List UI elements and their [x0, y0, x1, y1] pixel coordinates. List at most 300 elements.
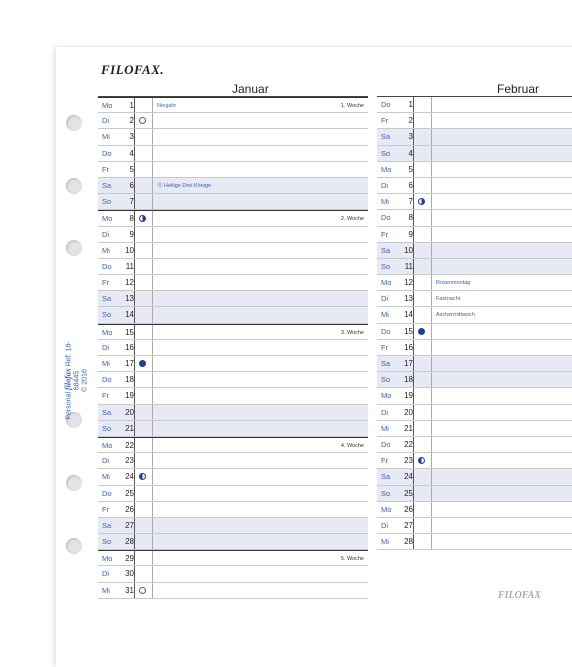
day-number: 7 — [98, 194, 135, 209]
day-row[interactable] — [377, 146, 572, 162]
moon-cell — [135, 421, 153, 436]
weekday-label: Do — [102, 148, 112, 158]
day-row[interactable] — [377, 97, 572, 113]
day-number: 19 — [98, 388, 135, 403]
day-number: 25 — [377, 486, 414, 501]
moon-cell — [414, 129, 432, 144]
entry-line — [153, 243, 368, 258]
moon-cell — [135, 291, 153, 306]
entry-line — [432, 227, 572, 242]
day-number: 7 — [377, 194, 414, 209]
entry-line — [153, 583, 368, 598]
moon-cell — [414, 291, 432, 306]
day-row[interactable] — [377, 243, 572, 259]
entry-line — [153, 486, 368, 501]
weekday-label: Mo — [102, 327, 113, 337]
moon-cell — [135, 438, 153, 452]
entry-line — [432, 178, 572, 193]
weekday-label: Mi — [381, 537, 389, 547]
weekday-label: So — [102, 310, 112, 320]
punch-hole — [66, 115, 82, 131]
entry-line — [432, 453, 572, 468]
weekday-label: Mi — [381, 423, 389, 433]
moon-cell — [414, 324, 432, 339]
day-row[interactable] — [377, 486, 572, 502]
entry-line — [432, 405, 572, 420]
entry-line — [153, 502, 368, 517]
day-row[interactable] — [377, 227, 572, 243]
day-number: 20 — [98, 405, 135, 420]
entry-line — [432, 518, 572, 533]
day-row[interactable] — [98, 275, 368, 291]
entry-line — [153, 534, 368, 549]
weekday-label: Sa — [102, 520, 112, 530]
day-row[interactable] — [98, 340, 368, 356]
weekday-label: Mo — [102, 554, 113, 564]
day-row[interactable] — [98, 405, 368, 421]
weekday-label: Di — [381, 520, 389, 530]
moon-cell — [414, 469, 432, 484]
day-number: 26 — [98, 502, 135, 517]
day-row[interactable] — [377, 307, 572, 323]
day-row[interactable] — [377, 194, 572, 210]
day-row[interactable] — [377, 291, 572, 307]
moon-cell — [135, 98, 153, 112]
day-number: 17 — [98, 356, 135, 371]
moon-cell — [414, 437, 432, 452]
day-row[interactable] — [98, 566, 368, 582]
day-number: 16 — [98, 340, 135, 355]
weekday-label: Sa — [102, 180, 112, 190]
day-row[interactable] — [377, 534, 572, 550]
entry-line — [432, 340, 572, 355]
moon-cell — [135, 405, 153, 420]
entry-line — [153, 307, 368, 322]
moon-cell — [414, 194, 432, 209]
month-februar — [377, 97, 572, 550]
day-row[interactable] — [98, 113, 368, 129]
moon-cell — [414, 259, 432, 274]
day-number: 25 — [98, 486, 135, 501]
moon-cell — [414, 146, 432, 161]
weekday-label: So — [381, 375, 391, 385]
month-title-februar: Februar — [497, 82, 540, 96]
day-number: 30 — [98, 566, 135, 581]
day-row[interactable] — [377, 259, 572, 275]
weekday-label: Fr — [102, 391, 110, 401]
day-row[interactable] — [98, 227, 368, 243]
moon-cell — [414, 372, 432, 387]
week-label: 4. Woche — [340, 442, 364, 449]
day-number: 2 — [377, 113, 414, 128]
day-number: 15 — [98, 325, 135, 339]
entry-line — [153, 211, 368, 225]
weekday-label: Di — [381, 294, 389, 304]
day-row[interactable] — [377, 518, 572, 534]
entry-line — [432, 259, 572, 274]
moon-cell — [414, 275, 432, 290]
day-row[interactable] — [98, 550, 368, 566]
day-row[interactable] — [377, 421, 572, 437]
entry-line — [153, 518, 368, 533]
day-number: 4 — [98, 146, 135, 161]
entry-line — [432, 113, 572, 128]
weekday-label: Di — [102, 569, 110, 579]
entry-line — [153, 438, 368, 452]
entry-line — [153, 129, 368, 144]
day-row[interactable] — [98, 259, 368, 275]
day-number: 4 — [377, 146, 414, 161]
day-number: 18 — [377, 372, 414, 387]
weekday-label: Di — [381, 407, 389, 417]
entry-line — [153, 275, 368, 290]
day-number: 12 — [377, 275, 414, 290]
day-number: 23 — [98, 453, 135, 468]
day-number: 1 — [377, 97, 414, 112]
moon-cell — [414, 227, 432, 242]
moon-cell — [414, 486, 432, 501]
day-row[interactable] — [377, 340, 572, 356]
new-moon-icon — [139, 117, 146, 124]
weekday-label: Sa — [381, 359, 391, 368]
day-number: 3 — [377, 129, 414, 144]
weekday-label: Fr — [102, 278, 110, 288]
day-row[interactable] — [377, 210, 572, 226]
day-row[interactable] — [98, 469, 368, 485]
moon-cell — [135, 227, 153, 242]
day-row[interactable] — [377, 275, 572, 291]
day-row[interactable] — [98, 162, 368, 178]
weekday-label: Di — [102, 229, 110, 239]
day-number: 22 — [377, 437, 414, 452]
side-copyright: © 2016 — [81, 369, 89, 392]
moon-cell — [135, 259, 153, 274]
moon-cell — [414, 388, 432, 403]
day-number: 31 — [98, 583, 135, 598]
day-row[interactable] — [377, 324, 572, 340]
day-row[interactable] — [98, 583, 368, 599]
moon-cell — [135, 113, 153, 128]
day-row[interactable] — [377, 469, 572, 485]
footer-logo: FILOFAX — [498, 590, 541, 601]
day-row[interactable] — [98, 324, 368, 340]
day-number: 5 — [377, 162, 414, 177]
weekday-label: Do — [381, 213, 391, 223]
entry-line — [153, 146, 368, 161]
day-row[interactable] — [98, 291, 368, 307]
entry-line — [153, 421, 368, 436]
moon-cell — [135, 129, 153, 144]
day-row[interactable] — [98, 194, 368, 210]
moon-cell — [414, 502, 432, 517]
punch-hole — [66, 178, 82, 194]
weekday-label: Di — [102, 456, 110, 466]
moon-cell — [135, 275, 153, 290]
weekday-label: Mo — [381, 164, 392, 174]
first-quarter-moon-icon — [139, 215, 146, 222]
moon-cell — [135, 551, 153, 565]
moon-cell — [414, 162, 432, 177]
day-row[interactable] — [98, 388, 368, 404]
day-number: 10 — [98, 243, 135, 258]
day-number: 17 — [377, 356, 414, 371]
weekday-label: Mo — [102, 214, 113, 224]
full-moon-icon — [139, 360, 146, 367]
new-moon-icon — [139, 587, 146, 594]
moon-cell — [135, 211, 153, 225]
last-quarter-moon-icon — [139, 473, 146, 480]
moon-cell — [135, 469, 153, 484]
weekday-label: So — [381, 261, 391, 271]
day-number: 27 — [377, 518, 414, 533]
full-moon-icon — [418, 328, 425, 335]
day-number: 6 — [98, 178, 135, 193]
month-title-januar: Januar — [232, 82, 269, 96]
moon-cell — [414, 210, 432, 225]
holiday-note: Aschermittwoch — [436, 312, 475, 319]
week-label: 2. Woche — [340, 216, 364, 223]
day-row[interactable] — [98, 486, 368, 502]
entry-line — [432, 437, 572, 452]
entry-line — [432, 243, 572, 258]
side-brand: filofax — [63, 368, 73, 391]
day-row[interactable] — [98, 421, 368, 437]
day-number: 5 — [98, 162, 135, 177]
entry-line — [153, 227, 368, 242]
moon-cell — [414, 178, 432, 193]
moon-cell — [135, 325, 153, 339]
moon-cell — [135, 178, 153, 193]
moon-cell — [135, 486, 153, 501]
day-row[interactable] — [98, 356, 368, 372]
day-number: 27 — [98, 518, 135, 533]
day-number: 11 — [98, 259, 135, 274]
day-number: 23 — [377, 453, 414, 468]
day-number: 9 — [98, 227, 135, 242]
day-row[interactable] — [98, 178, 368, 194]
moon-cell — [135, 518, 153, 533]
moon-cell — [135, 307, 153, 322]
holiday-note: Ⓡ Heilige Drei Könige — [157, 182, 212, 189]
weekday-label: Mi — [381, 310, 389, 320]
moon-cell — [414, 307, 432, 322]
day-number: 15 — [377, 324, 414, 339]
entry-line — [153, 325, 368, 339]
weekday-label: Mi — [102, 245, 110, 255]
entry-line — [432, 146, 572, 161]
moon-cell — [135, 340, 153, 355]
brand-logo: FILOFAX. — [101, 62, 165, 77]
day-number: 1 — [98, 98, 135, 112]
moon-cell — [414, 534, 432, 549]
weekday-label: Fr — [381, 456, 389, 466]
entry-line — [153, 388, 368, 403]
day-number: 29 — [98, 551, 135, 565]
holiday-note: Neujahr — [157, 103, 177, 109]
day-number: 24 — [98, 469, 135, 484]
day-number: 19 — [377, 388, 414, 403]
day-number: 16 — [377, 340, 414, 355]
day-row[interactable] — [377, 162, 572, 178]
week-label: 1. Woche — [340, 103, 364, 109]
entry-line — [153, 356, 368, 371]
moon-cell — [135, 356, 153, 371]
side-imprint — [65, 341, 90, 421]
weekday-label: Do — [102, 375, 112, 385]
day-row[interactable] — [377, 453, 572, 469]
day-row[interactable] — [98, 453, 368, 469]
punch-hole — [66, 538, 82, 554]
weekday-label: Sa — [381, 245, 391, 255]
moon-cell — [414, 356, 432, 371]
weekday-label: Mi — [102, 132, 110, 142]
week-label: 5. Woche — [340, 556, 364, 563]
week-label: 3. Woche — [340, 329, 364, 336]
entry-line — [432, 502, 572, 517]
moon-cell — [135, 243, 153, 258]
entry-line — [153, 259, 368, 274]
entry-line — [432, 194, 572, 209]
moon-cell — [135, 566, 153, 581]
entry-line — [432, 97, 572, 112]
punch-hole — [66, 475, 82, 491]
moon-cell — [135, 162, 153, 177]
weekday-label: Mi — [102, 472, 110, 482]
weekday-label: Sa — [381, 132, 391, 142]
day-row[interactable] — [377, 502, 572, 518]
weekday-label: Do — [381, 326, 391, 336]
entry-line — [432, 388, 572, 403]
weekday-label: Sa — [102, 294, 112, 304]
moon-cell — [135, 583, 153, 598]
first-quarter-moon-icon — [418, 198, 425, 205]
entry-line — [432, 486, 572, 501]
weekday-label: So — [102, 537, 112, 547]
entry-line — [432, 372, 572, 387]
moon-cell — [135, 453, 153, 468]
day-row[interactable] — [377, 405, 572, 421]
weekday-label: Do — [102, 261, 112, 271]
day-number: 14 — [377, 307, 414, 322]
entry-line — [432, 469, 572, 484]
weekday-label: Fr — [102, 504, 110, 514]
moon-cell — [414, 518, 432, 533]
moon-cell — [414, 243, 432, 258]
weekday-label: So — [102, 423, 112, 433]
weekday-label: Sa — [381, 472, 391, 482]
moon-cell — [135, 194, 153, 209]
moon-cell — [414, 113, 432, 128]
day-number: 3 — [98, 129, 135, 144]
weekday-label: Sa — [102, 407, 112, 417]
entry-line — [153, 340, 368, 355]
entry-line — [153, 194, 368, 209]
month-januar — [98, 97, 368, 599]
day-row[interactable] — [98, 307, 368, 323]
moon-cell — [135, 146, 153, 161]
day-row[interactable] — [377, 129, 572, 145]
weekday-label: Mi — [102, 359, 110, 368]
day-row[interactable] — [377, 113, 572, 129]
day-row[interactable] — [98, 372, 368, 388]
day-number: 28 — [377, 534, 414, 549]
day-row[interactable] — [377, 356, 572, 372]
day-row[interactable] — [377, 437, 572, 453]
day-number: 6 — [377, 178, 414, 193]
entry-line — [153, 551, 368, 565]
holiday-note: Rosenmontag — [436, 280, 471, 287]
weekday-label: Do — [381, 439, 391, 449]
entry-line — [432, 534, 572, 549]
moon-cell — [135, 534, 153, 549]
weekday-label: So — [381, 488, 391, 498]
entry-line — [153, 453, 368, 468]
entry-line — [153, 291, 368, 306]
day-number: 11 — [377, 259, 414, 274]
entry-line — [432, 129, 572, 144]
holiday-note: Fastnacht — [436, 296, 461, 303]
day-row[interactable] — [98, 129, 368, 145]
weekday-label: Fr — [381, 342, 389, 352]
weekday-label: Di — [102, 342, 110, 352]
entry-line — [153, 405, 368, 420]
day-row[interactable] — [98, 146, 368, 162]
weekday-label: Di — [381, 180, 389, 190]
day-row[interactable] — [377, 372, 572, 388]
day-number: 21 — [98, 421, 135, 436]
punch-hole — [66, 240, 82, 256]
weekday-label: Fr — [102, 164, 110, 174]
day-row[interactable] — [98, 518, 368, 534]
weekday-label: Fr — [381, 229, 389, 239]
day-row[interactable] — [377, 388, 572, 404]
moon-cell — [135, 388, 153, 403]
moon-cell — [135, 372, 153, 387]
day-row[interactable] — [98, 534, 368, 550]
day-row[interactable] — [98, 97, 368, 113]
weekday-label: Mo — [102, 101, 113, 110]
day-row[interactable] — [98, 437, 368, 453]
day-number: 20 — [377, 405, 414, 420]
side-size: Personal — [65, 391, 73, 420]
moon-cell — [414, 97, 432, 112]
weekday-label: Di — [102, 116, 110, 126]
entry-line — [153, 469, 368, 484]
entry-line — [432, 324, 572, 339]
weekday-label: Mo — [102, 440, 113, 450]
weekday-label: Mi — [381, 197, 389, 207]
weekday-label: Mi — [102, 585, 110, 595]
entry-line — [432, 421, 572, 436]
day-number: 14 — [98, 307, 135, 322]
day-row[interactable] — [98, 243, 368, 259]
day-row[interactable] — [98, 502, 368, 518]
moon-cell — [135, 502, 153, 517]
day-number: 8 — [377, 210, 414, 225]
moon-cell — [414, 421, 432, 436]
moon-cell — [414, 453, 432, 468]
day-number: 21 — [377, 421, 414, 436]
day-row[interactable] — [98, 210, 368, 226]
weekday-label: So — [381, 148, 391, 158]
weekday-label: Mo — [381, 278, 392, 288]
day-number: 13 — [377, 291, 414, 306]
entry-line — [432, 210, 572, 225]
moon-cell — [414, 340, 432, 355]
day-row[interactable] — [377, 178, 572, 194]
weekday-label: Mo — [381, 391, 392, 401]
last-quarter-moon-icon — [418, 457, 425, 464]
